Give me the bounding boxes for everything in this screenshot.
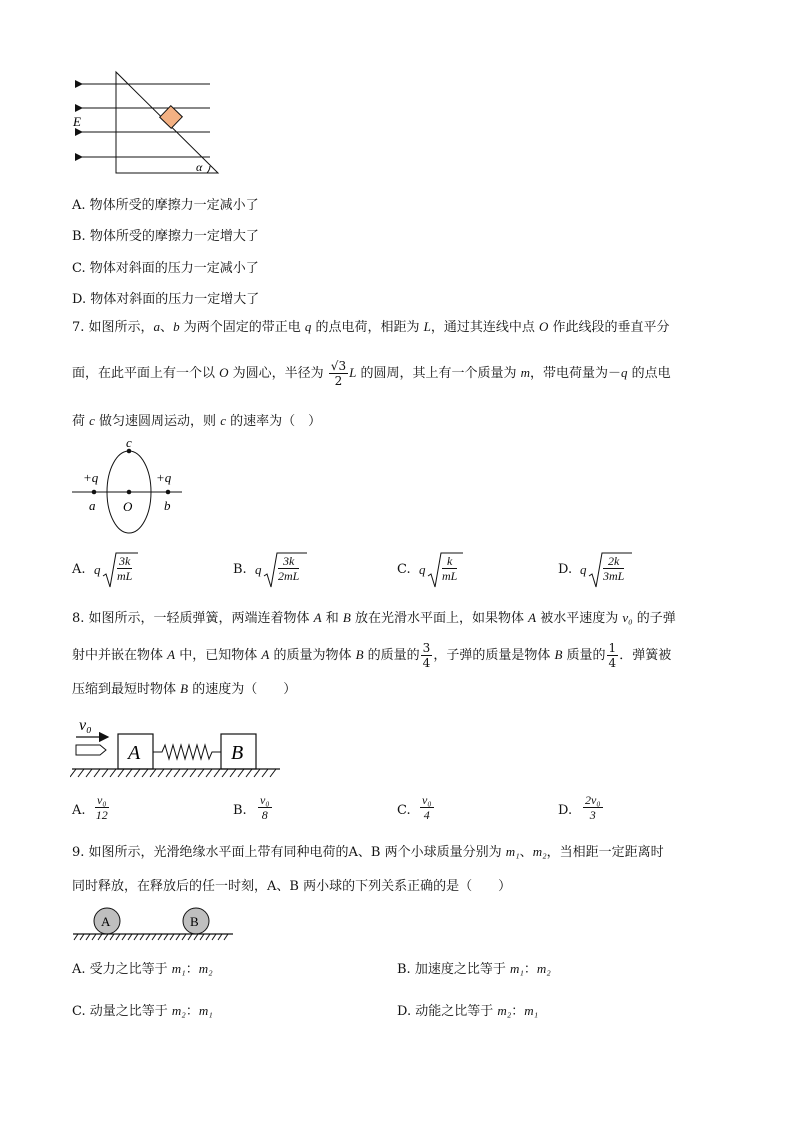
c-label: c: [126, 435, 132, 450]
text-span: 的速率为（ ）: [225, 414, 322, 429]
text-span: 3mL: [603, 569, 625, 583]
q9-option-c[interactable]: [72, 1000, 213, 1019]
text-span: 9. 如图所示，光滑绝缘水平面上带有同种电荷的A、B 两个小球质量分别为: [72, 845, 506, 860]
text-span: m₁: [198, 1003, 213, 1018]
text-span: m₁: [171, 961, 186, 976]
q6-option-b[interactable]: B. 物体所受的摩擦力一定增大了: [72, 229, 259, 244]
plus-q-left-label: +q: [83, 470, 99, 485]
text-span: q: [94, 562, 101, 577]
block-b-label: B: [231, 742, 244, 764]
text-span: O: [219, 365, 229, 380]
text-span: 放在光滑水平面上，如果物体: [350, 611, 529, 626]
charge-b-dot: [166, 490, 171, 495]
text-span: O: [538, 319, 549, 334]
text-span: v₀: [260, 793, 270, 807]
text-span: 3k: [278, 554, 299, 569]
ground-hatch: [74, 934, 228, 940]
text-span: m: [520, 365, 530, 380]
text-span: B.: [233, 803, 247, 818]
q7-stem-line1: [72, 318, 670, 337]
text-span: 3: [589, 808, 596, 822]
q9-option-d[interactable]: [397, 1000, 538, 1019]
text-span: 8. 如图所示，一轻质弹簧，两端连着物体: [72, 611, 314, 626]
block-a-label: A: [128, 742, 141, 764]
text-span: 荷: [72, 414, 90, 429]
text-span: 2k: [603, 554, 624, 569]
text-span: C.: [397, 803, 411, 818]
text-span: mL: [117, 569, 133, 583]
text-span: 的质量为物体: [269, 648, 356, 663]
text-span: L: [423, 319, 431, 334]
text-span: 质量的: [562, 648, 606, 663]
text-span: 为圆心，半径为: [228, 366, 328, 381]
text-span: 和: [321, 611, 343, 626]
text-span: m₂: [532, 844, 547, 859]
text-span: B: [355, 647, 364, 662]
charges-circle-figure: [70, 434, 190, 534]
text-span: A.: [72, 803, 86, 818]
text-span: C. 动量之比等于: [72, 1004, 172, 1019]
text-span: m₂: [497, 1003, 512, 1018]
text-span: c: [89, 413, 95, 428]
text-span: 3k: [117, 554, 132, 569]
ball-b-label: B: [190, 914, 199, 929]
text-span: 3: [422, 641, 431, 655]
text-span: 的圆周，其上有一个质量为: [356, 366, 521, 381]
text-span: a: [153, 319, 161, 334]
b-label: b: [164, 498, 171, 513]
text-span: ，带电荷量为－: [529, 366, 621, 381]
block: [160, 106, 183, 129]
text-span: ：: [185, 962, 199, 977]
text-span: mL: [442, 569, 458, 583]
q7-stem-line2: [72, 356, 671, 391]
text-span: c: [220, 413, 226, 428]
text-span: 12: [95, 808, 108, 822]
text-span: 、: [160, 320, 174, 335]
plus-q-right-label: +q: [156, 470, 172, 485]
text-span: 压缩到最短时物体: [72, 682, 181, 697]
text-span: m₂: [198, 961, 213, 976]
text-span: B: [554, 647, 563, 662]
charge-a-dot: [92, 490, 97, 495]
spring-blocks-figure: [70, 712, 285, 782]
bullet: [76, 745, 106, 755]
text-span: B: [180, 681, 189, 696]
center-o-dot: [127, 490, 132, 495]
q9-stem-line1: [72, 843, 664, 862]
text-span: 2mL: [278, 569, 300, 583]
text-span: 2v₀: [585, 793, 601, 807]
q9-option-a[interactable]: [72, 958, 213, 977]
text-span: ．弹簧被: [619, 648, 672, 663]
text-span: ：: [523, 962, 537, 977]
text-span: A: [313, 610, 322, 625]
text-span: ，子弹的质量是物体: [433, 648, 555, 663]
text-span: A: [167, 647, 176, 662]
text-span: 中，已知物体: [175, 648, 262, 663]
text-span: q: [580, 562, 587, 577]
text-span: 、: [519, 845, 533, 860]
text-span: 7. 如图所示，: [72, 320, 154, 335]
text-span: m₁: [505, 844, 520, 859]
q8-stem-line3: [72, 680, 296, 699]
two-balls-figure: [70, 905, 238, 945]
incline-field-figure: [70, 66, 230, 178]
text-span: C.: [397, 562, 411, 577]
ball-a-label: A: [101, 914, 111, 929]
q9-stem-line2: 同时释放，在释放后的任一时刻，A、B 两小球的下列关系正确的是（ ）: [72, 879, 512, 894]
text-span: v₀: [422, 793, 432, 807]
text-span: 2: [334, 374, 343, 388]
e-label: E: [73, 114, 81, 129]
text-span: D. 动能之比等于: [397, 1004, 498, 1019]
text-span: A: [528, 610, 537, 625]
angle-arc: [207, 166, 210, 173]
q7-stem-line3: [72, 412, 321, 431]
text-span: m₂: [171, 1003, 186, 1018]
q8-stem-line2: [72, 638, 671, 673]
v0-label: v₀: [79, 717, 92, 734]
text-span: 4: [608, 656, 617, 670]
text-span: 射中并嵌在物体: [72, 648, 168, 663]
bullet-ratio-fraction: [607, 641, 619, 670]
ground-hatch: [70, 769, 276, 777]
text-span: 的质量的: [363, 648, 420, 663]
text-span: 4: [422, 656, 431, 670]
text-span: ：: [511, 1004, 525, 1019]
text-span: k: [442, 554, 457, 569]
text-span: 作此线段的垂直平分: [548, 320, 670, 335]
text-span: ，当相距一定距离时: [546, 845, 664, 860]
spring: [153, 745, 221, 759]
a-label: a: [89, 498, 96, 513]
text-span: m₂: [536, 961, 551, 976]
text-span: ：: [185, 1004, 199, 1019]
text-span: m₁: [509, 961, 524, 976]
text-span: A.: [72, 562, 86, 577]
text-span: D.: [558, 562, 573, 577]
text-span: m₁: [524, 1003, 539, 1018]
text-span: 4: [423, 808, 430, 822]
text-span: B: [342, 610, 351, 625]
q6-option-c[interactable]: C. 物体对斜面的压力一定减小了: [72, 261, 259, 276]
text-span: B.: [233, 562, 247, 577]
text-span: 为两个固定的带正电: [179, 320, 305, 335]
text-span: 被水平速度为: [536, 611, 623, 626]
text-span: A. 受力之比等于: [72, 962, 172, 977]
text-span: A: [261, 647, 270, 662]
mass-ratio-fraction: [421, 641, 433, 670]
text-span: L: [349, 365, 357, 380]
text-span: 1: [608, 641, 617, 655]
text-span: B. 加速度之比等于: [397, 962, 510, 977]
text-span: 的速度为（ ）: [188, 682, 297, 697]
text-span: D.: [558, 803, 573, 818]
text-span: √3: [330, 359, 347, 373]
q8-stem-line1: [72, 609, 676, 628]
q6-option-a[interactable]: A. 物体所受的摩擦力一定减小了: [72, 198, 259, 213]
q9-option-b[interactable]: [397, 958, 551, 977]
text-span: q: [304, 319, 312, 334]
text-span: 8: [261, 808, 268, 822]
text-span: q: [419, 562, 426, 577]
o-label: O: [123, 499, 133, 514]
text-span: q: [255, 562, 262, 577]
angle-label: α: [196, 160, 203, 174]
text-span: 的点电荷，相距为: [311, 320, 424, 335]
q6-option-d[interactable]: D. 物体对斜面的压力一定增大了: [72, 292, 260, 307]
text-span: ，通过其连线中点: [430, 320, 539, 335]
text-span: b: [173, 319, 180, 334]
text-span: 做匀速圆周运动，则: [94, 414, 221, 429]
text-span: 面，在此平面上有一个以: [72, 366, 220, 381]
text-span: 的点电: [627, 366, 671, 381]
text-span: v₀: [622, 610, 633, 625]
text-span: q: [620, 365, 628, 380]
radius-fraction: [329, 359, 348, 388]
text-span: 的子弹: [632, 611, 676, 626]
text-span: v₀: [97, 793, 107, 807]
